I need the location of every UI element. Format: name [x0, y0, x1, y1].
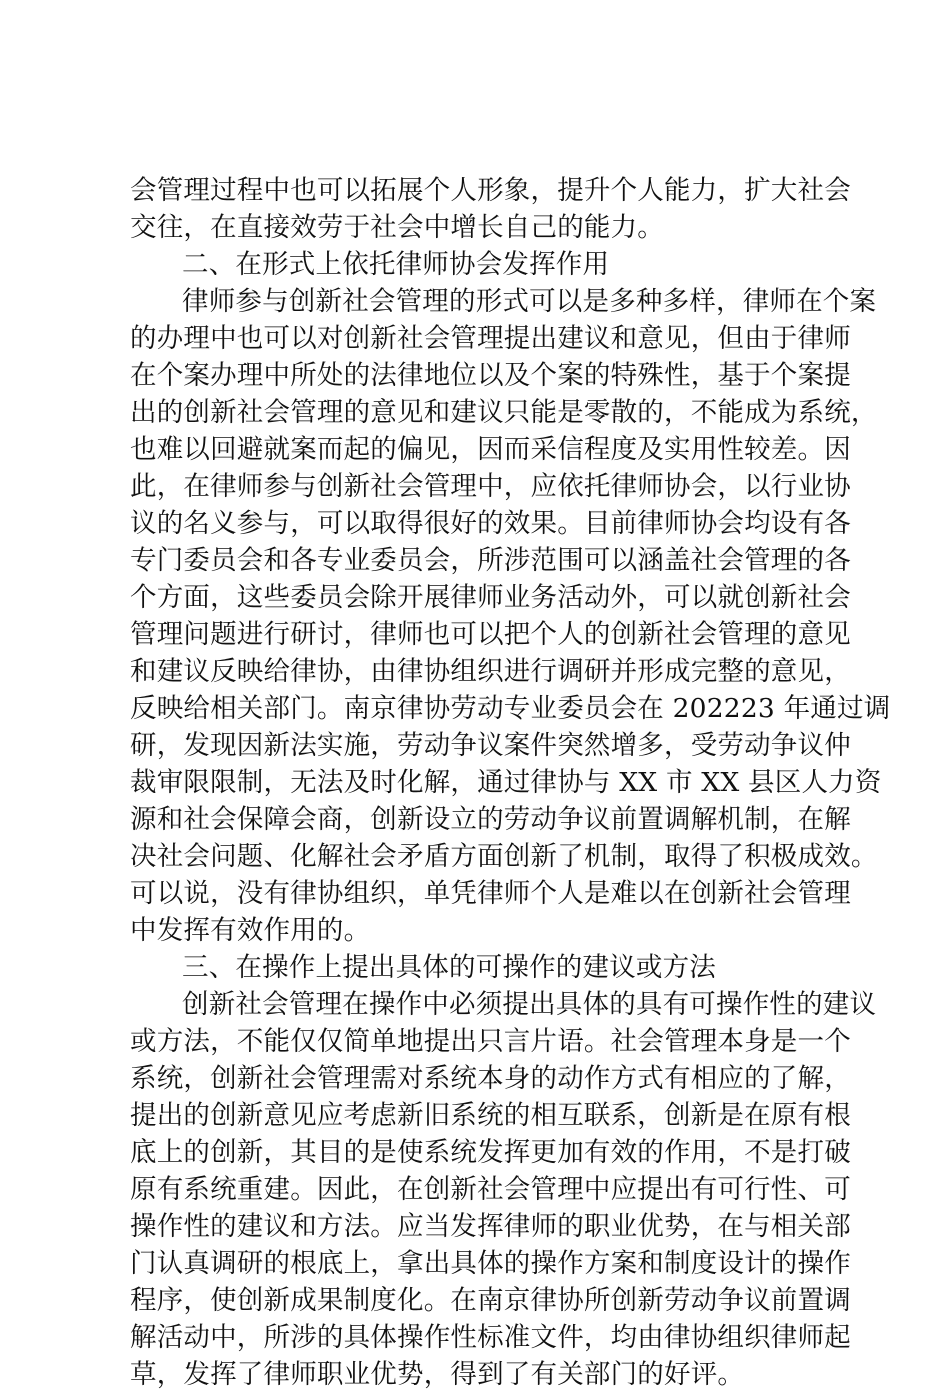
text-line: 个方面，这些委员会除开展律师业务活动外，可以就创新社会: [130, 582, 851, 613]
text-line: 和建议反映给律协，由律协组织进行调研并形成完整的意见，: [130, 656, 851, 687]
text-line: 原有系统重建。因此，在创新社会管理中应提出有可行性、可: [130, 1174, 851, 1205]
text-line: 交往，在直接效劳于社会中增长自己的能力。: [130, 212, 664, 243]
section-heading: 三、在操作上提出具体的可操作的建议或方法: [182, 952, 716, 983]
text-line: 议的名义参与，可以取得很好的效果。目前律师协会均设有各: [130, 508, 851, 539]
text-line: 会管理过程中也可以拓展个人形象，提升个人能力，扩大社会: [130, 175, 851, 206]
text-line: 裁审限限制，无法及时化解，通过律协与 XX 市 XX 县区人力资: [130, 767, 882, 798]
text-line: 源和社会保障会商，创新设立的劳动争议前置调解机制，在解: [130, 804, 851, 835]
text-line: 解活动中，所涉的具体操作性标准文件，均由律协组织律师起: [130, 1322, 851, 1353]
text-line: 出的创新社会管理的意见和建议只能是零散的，不能成为系统，: [130, 397, 878, 428]
text-line: 律师参与创新社会管理的形式可以是多种多样，律师在个案: [182, 286, 877, 317]
text-line: 管理问题进行研讨，律师也可以把个人的创新社会管理的意见: [130, 619, 851, 650]
text-line: 门认真调研的根底上，拿出具体的操作方案和制度设计的操作: [130, 1248, 851, 1279]
text-line: 可以说，没有律协组织，单凭律师个人是难以在创新社会管理: [130, 878, 851, 909]
text-line: 决社会问题、化解社会矛盾方面创新了机制，取得了积极成效。: [130, 841, 878, 872]
text-line: 也难以回避就案而起的偏见，因而采信程度及实用性较差。因: [130, 434, 851, 465]
text-line: 程序，使创新成果制度化。在南京律协所创新劳动争议前置调: [130, 1285, 851, 1316]
text-line: 反映给相关部门。南京律协劳动专业委员会在 202223 年通过调: [130, 693, 891, 724]
text-line: 中发挥有效作用的。: [130, 915, 371, 946]
document-body: [130, 172, 891, 1393]
text-line: 或方法，不能仅仅简单地提出只言片语。社会管理本身是一个: [130, 1026, 851, 1057]
text-line: 草，发挥了律师职业优势，得到了有关部门的好评。: [130, 1359, 745, 1390]
text-line: 专门委员会和各专业委员会，所涉范围可以涵盖社会管理的各: [130, 545, 851, 576]
text-line: 系统，创新社会管理需对系统本身的动作方式有相应的了解，: [130, 1063, 851, 1094]
text-line: 的办理中也可以对创新社会管理提出建议和意见，但由于律师: [130, 323, 851, 354]
text-line: 在个案办理中所处的法律地位以及个案的特殊性，基于个案提: [130, 360, 851, 391]
text-line: 底上的创新，其目的是使系统发挥更加有效的作用，不是打破: [130, 1137, 851, 1168]
text-line: 创新社会管理在操作中必须提出具体的具有可操作性的建议: [182, 989, 877, 1020]
text-line: 研，发现因新法实施，劳动争议案件突然增多，受劳动争议仲: [130, 730, 851, 761]
text-line: 提出的创新意见应考虑新旧系统的相互联系，创新是在原有根: [130, 1100, 851, 1131]
text-line: 操作性的建议和方法。应当发挥律师的职业优势，在与相关部: [130, 1211, 851, 1242]
text-line: 此，在律师参与创新社会管理中，应依托律师协会，以行业协: [130, 471, 851, 502]
section-heading: 二、在形式上依托律师协会发挥作用: [182, 249, 610, 280]
